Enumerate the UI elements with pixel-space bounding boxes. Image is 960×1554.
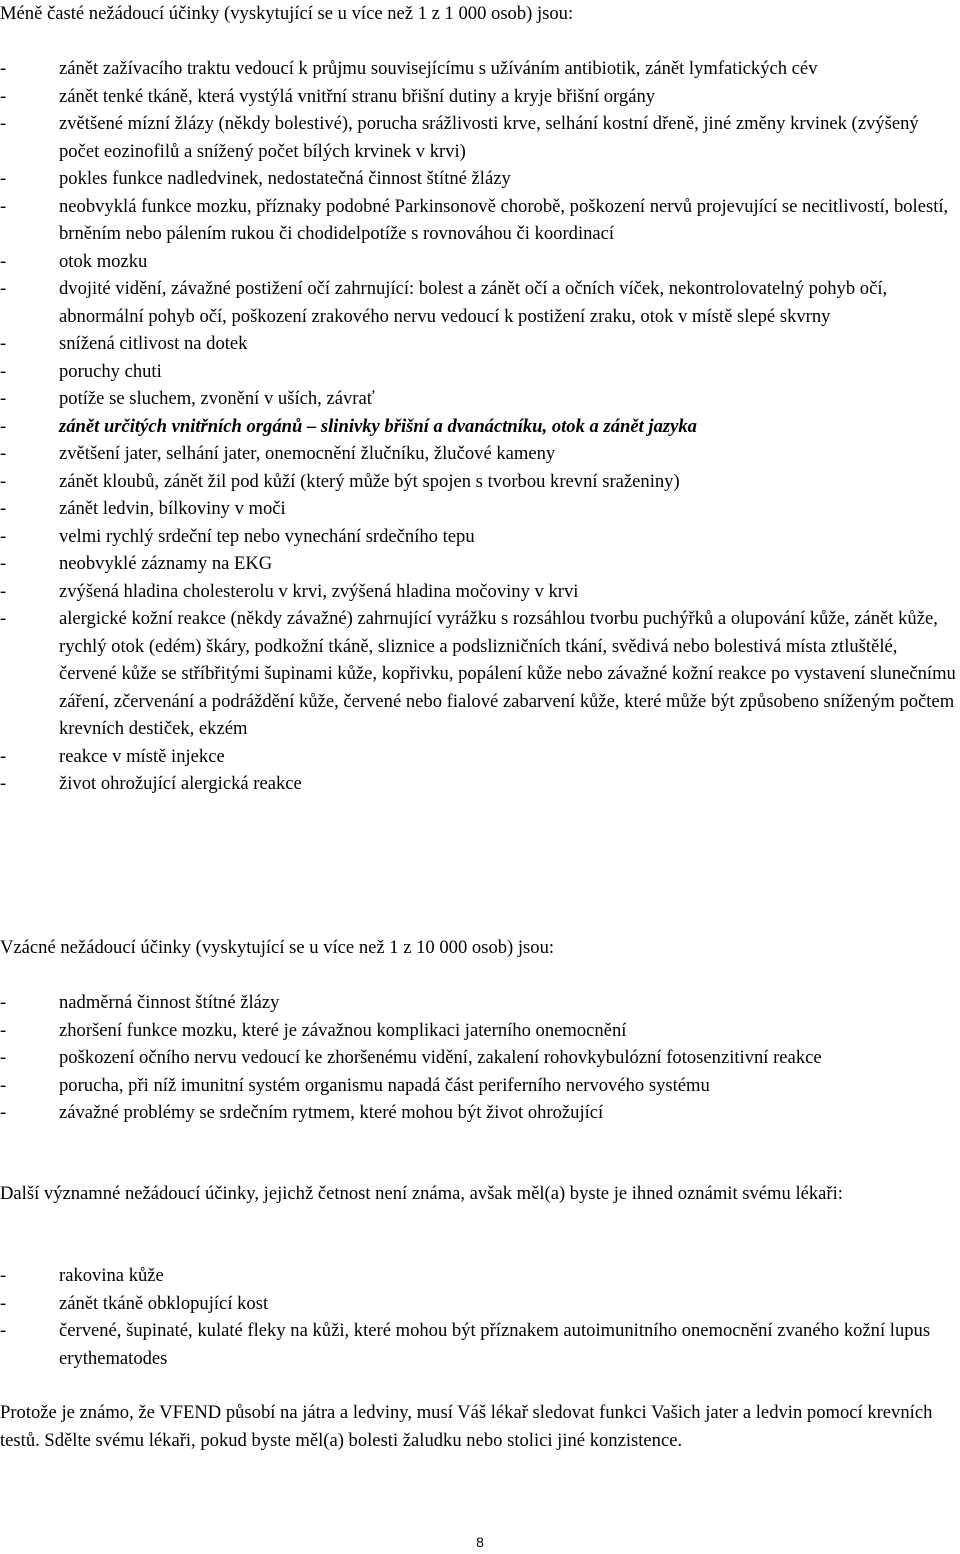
list-item xyxy=(0,330,958,358)
list-marker: - xyxy=(0,388,7,409)
list-item xyxy=(0,1262,958,1290)
list-item xyxy=(0,495,958,523)
list-item xyxy=(0,989,958,1017)
list-item-text: červené, šupinaté, kulaté fleky na kůži, které mohou být příznakem autoimunitního onemocnění zvaného kožní lupus erythematodes xyxy=(59,1320,931,1369)
section3-list xyxy=(0,1262,958,1372)
list-item xyxy=(0,1290,958,1318)
page-number: 8 xyxy=(476,1534,484,1550)
section2-list xyxy=(0,989,958,1127)
list-marker: - xyxy=(0,360,7,382)
list-item xyxy=(0,523,958,551)
list-item-text: závažné problémy se srdečním rytmem, které mohou být život ohrožující xyxy=(59,1102,604,1123)
list-item xyxy=(0,55,958,83)
list-item xyxy=(0,1099,958,1127)
list-item xyxy=(0,468,958,496)
list-marker: - xyxy=(0,250,7,272)
list-item-text: otok mozku xyxy=(59,250,148,272)
section2-heading: Vzácné nežádoucí účinky (vyskytující se u více než 1 z 10 000 osob) jsou: xyxy=(0,937,555,958)
list-item-text: reakce v místě injekce xyxy=(59,745,225,767)
list-marker: - xyxy=(0,168,7,189)
list-item xyxy=(0,1317,958,1372)
list-item xyxy=(0,165,958,193)
list-item xyxy=(0,1072,958,1100)
list-item-text: neobvyklé záznamy na EKG xyxy=(59,553,273,574)
list-item-text: porucha, při níž imunitní systém organismu napadá část periferního nervového systému xyxy=(59,1074,710,1096)
list-marker: - xyxy=(0,580,7,602)
list-marker: - xyxy=(0,443,7,464)
list-marker: - xyxy=(0,58,7,79)
list-marker: - xyxy=(0,1074,7,1096)
list-item-text: potíže se sluchem, zvonění v uších, závrať xyxy=(59,388,375,409)
list-item-text: neobvyklá funkce mozku, příznaky podobné Parkinsonově chorobě, poškození nervů projevující se necitlivostí, bolestí, brněním nebo pálením rukou či chodidelpotíže s rovnováhou či koordinací xyxy=(59,195,949,244)
list-item-text: poškození očního nervu vedoucí ke zhoršenému vidění, zakalení rohovkybulózní fotosenzitivní reakce xyxy=(59,1047,822,1068)
list-item-text: zvětšení jater, selhání jater, onemocnění žlučníku, žlučové kameny xyxy=(59,443,556,464)
list-item xyxy=(0,1017,958,1045)
list-item-text: zhoršení funkce mozku, které je závažnou komplikaci jaterního onemocnění xyxy=(59,1019,627,1041)
list-marker: - xyxy=(0,1102,7,1123)
list-marker: - xyxy=(0,553,7,574)
list-marker: - xyxy=(0,113,7,134)
list-item xyxy=(0,275,958,330)
list-item xyxy=(0,413,958,441)
list-item-text: poruchy chuti xyxy=(59,360,162,382)
list-item xyxy=(0,193,958,248)
section1-list xyxy=(0,55,958,798)
list-item-text: zánět tkáně obklopující kost xyxy=(59,1292,269,1314)
list-marker: - xyxy=(0,1320,7,1341)
list-marker: - xyxy=(0,773,7,794)
list-marker: - xyxy=(0,470,7,492)
list-item xyxy=(0,770,958,798)
list-marker: - xyxy=(0,498,7,519)
list-item xyxy=(0,385,958,413)
list-item xyxy=(0,83,958,111)
section1-heading: Méně časté nežádoucí účinky (vyskytující se u více než 1 z 1 000 osob) jsou: xyxy=(0,3,574,24)
list-item xyxy=(0,110,958,165)
list-item-text: dvojité vidění, závažné postižení očí zahrnující: bolest a zánět očí a očních víček, nekontrolovatelný pohyb očí, abnormální pohyb očí, poškození zrakového nervu vedoucí k postižení zraku, otok v místě slepé skvrny xyxy=(59,278,888,327)
section3-heading: Další významné nežádoucí účinky, jejichž četnost není známa, avšak měl(a) byste je ihned oznámit svému lékaři: xyxy=(0,1183,843,1204)
list-item-text: zánět kloubů, zánět žil pod kůží (který může být spojen s tvorbou krevní sraženiny) xyxy=(59,470,680,492)
list-marker: - xyxy=(0,278,7,299)
list-item-text: nadměrná činnost štítné žlázy xyxy=(59,992,280,1013)
list-item-text: alergické kožní reakce (někdy závažné) zahrnující vyrážku s rozsáhlou tvorbu puchýřků a olupování kůže, zánět kůže, rychlý otok (edém) škáry, podkožní tkáně, sliznice a podslizničních tkání, svědivá nebo bolestivá místa ztluštělé, červené kůže se stříbřitými šupinami kůže, kopřivku, popálení kůže nebo závažné kožní reakce po vystavení slunečnímu záření, zčervenání a podráždění kůže, červené nebo fialové zabarvení kůže, které může být způsobeno sníženým počtem krevních destiček, ekzém xyxy=(59,608,956,739)
list-item-text: zvětšené mízní žlázy (někdy bolestivé), porucha srážlivosti krve, selhání kostní dřeně, jiné změny krvinek (zvýšený počet eozinofilů a snížený počet bílých krvinek v krvi) xyxy=(59,113,919,162)
list-item-text: zánět ledvin, bílkoviny v moči xyxy=(59,498,286,519)
list-item-text: pokles funkce nadledvinek, nedostatečná činnost štítné žlázy xyxy=(59,168,511,189)
list-item-text: rakovina kůže xyxy=(59,1265,164,1286)
list-marker: - xyxy=(0,195,7,217)
list-item xyxy=(0,578,958,606)
list-marker: - xyxy=(0,415,7,437)
list-item xyxy=(0,605,958,743)
list-item xyxy=(0,358,958,386)
list-item-text: velmi rychlý srdeční tep nebo vynechání srdečního tepu xyxy=(59,525,475,547)
list-item-text: zánět určitých vnitřních orgánů – slinivky břišní a dvanáctníku, otok a zánět jazyka xyxy=(59,415,697,437)
list-item xyxy=(0,550,958,578)
list-item-text: snížená citlivost na dotek xyxy=(59,333,248,354)
list-item xyxy=(0,248,958,276)
list-marker: - xyxy=(0,1019,7,1041)
list-marker: - xyxy=(0,1047,7,1068)
list-marker: - xyxy=(0,992,7,1013)
list-marker: - xyxy=(0,608,7,629)
list-marker: - xyxy=(0,1292,7,1314)
list-item-text: zánět zažívacího traktu vedoucí k průjmu souvisejícímu s užíváním antibiotik, zánět lymfatických cév xyxy=(59,58,818,79)
list-marker: - xyxy=(0,85,7,107)
list-marker: - xyxy=(0,525,7,547)
list-item xyxy=(0,1044,958,1072)
list-item-text: zánět tenké tkáně, která vystýlá vnitřní stranu břišní dutiny a kryje břišní orgány xyxy=(59,85,656,107)
list-marker: - xyxy=(0,333,7,354)
closing-paragraph: Protože je známo, že VFEND působí na játra a ledviny, musí Váš lékař sledovat funkci Vašich jater a ledvin pomocí krevních testů. Sdělte svému lékaři, pokud byste měl(a) bolesti žaludku nebo stolici jiné konzistence. xyxy=(0,1402,933,1451)
list-item xyxy=(0,743,958,771)
list-marker: - xyxy=(0,1265,7,1286)
list-item-text: život ohrožující alergická reakce xyxy=(59,773,302,794)
list-item xyxy=(0,440,958,468)
list-item-text: zvýšená hladina cholesterolu v krvi, zvýšená hladina močoviny v krvi xyxy=(59,580,579,602)
list-marker: - xyxy=(0,745,7,767)
